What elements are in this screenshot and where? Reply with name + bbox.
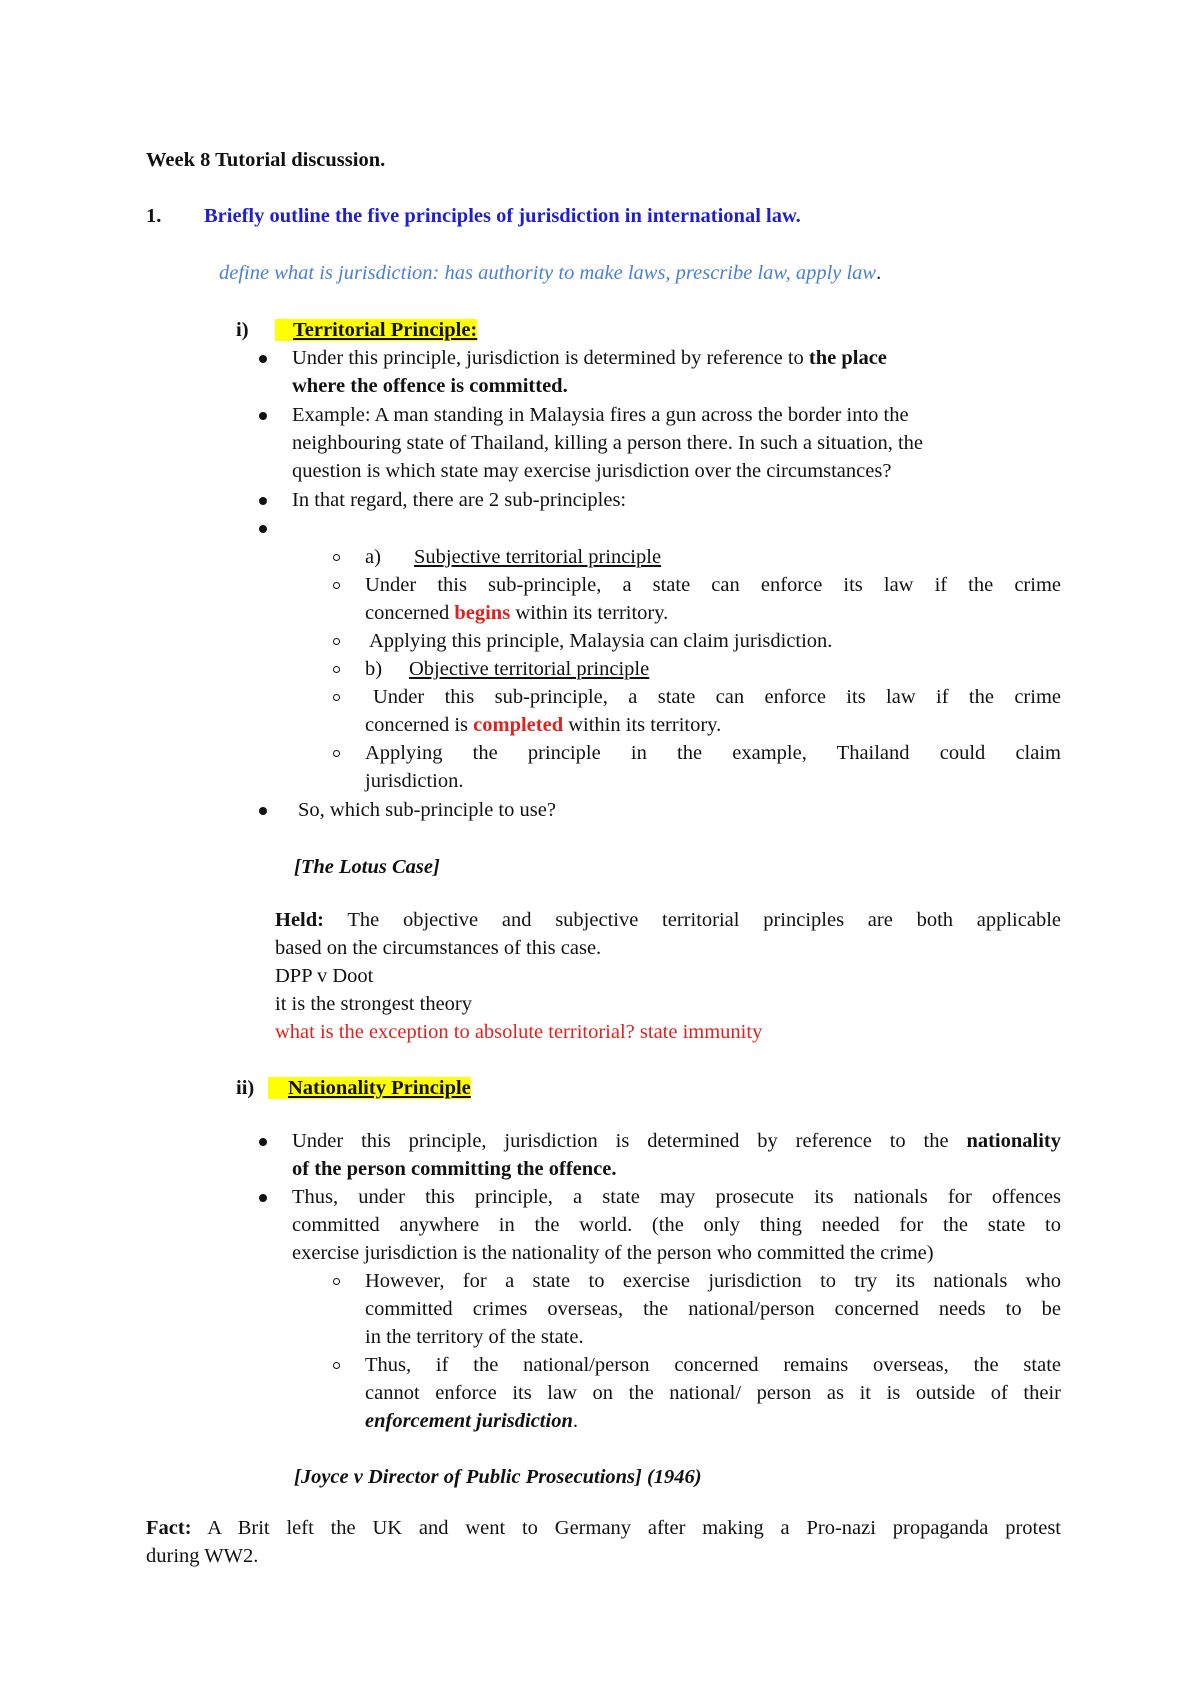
territorial-bullet-1-line-2: where the offence is committed. bbox=[292, 375, 568, 397]
held-line-2: based on the circumstances of this case. bbox=[275, 937, 602, 959]
strongest-theory: it is the strongest theory bbox=[275, 993, 473, 1015]
territorial-bullet-2-line-1: Example: A man standing in Malaysia fires a gun across the border into the bbox=[292, 404, 909, 426]
nationality-bullet-2-line-1: Thus, under this principle, a state may prosecute its nationals for offences bbox=[292, 1186, 1061, 1208]
nationality-sub-2-line-3 bbox=[365, 1408, 578, 1434]
nationality-heading bbox=[268, 1075, 471, 1101]
bullet-icon bbox=[259, 1138, 267, 1146]
held-line-1 bbox=[275, 907, 1061, 933]
sub-principle-b-apply-line-2: jurisdiction. bbox=[365, 770, 464, 792]
period: . bbox=[572, 1410, 578, 1432]
section-number-ii: ii) bbox=[236, 1077, 255, 1099]
sub-principle-a-line-2 bbox=[365, 600, 668, 626]
bullet-text: Under this principle, jurisdiction is determined by reference to the bbox=[292, 1130, 967, 1152]
fact-label: Fact: bbox=[146, 1517, 192, 1539]
sub-principle-b-apply-line-1: Applying the principle in the example, Thailand could claim bbox=[365, 742, 1061, 764]
sub-bullet-icon bbox=[333, 1278, 340, 1285]
held-label: Held: bbox=[275, 909, 324, 931]
bullet-emphasis: nationality bbox=[966, 1130, 1061, 1152]
sub-bullet-icon bbox=[333, 1362, 340, 1369]
sub-bullet-icon bbox=[333, 638, 340, 645]
sub-bullet-icon bbox=[333, 694, 340, 701]
bullet-icon bbox=[259, 807, 267, 815]
held-text: The objective and subjective territorial principles are both applicable bbox=[323, 909, 1061, 931]
fact-line-2: during WW2. bbox=[146, 1545, 259, 1567]
sub-principle-b-label: b) bbox=[365, 658, 383, 680]
joyce-case-citation: [Joyce v Director of Public Prosecutions] (1946) bbox=[294, 1466, 702, 1488]
bullet-emphasis: the place bbox=[808, 347, 887, 369]
nationality-bullet-1-line-1 bbox=[292, 1128, 1061, 1154]
nationality-sub-2-line-1: Thus, if the national/person concerned remains overseas, the state bbox=[365, 1354, 1061, 1376]
sub-principle-a-line-1: Under this sub-principle, a state can enforce its law if the crime bbox=[365, 574, 1061, 596]
sub-bullet-icon bbox=[333, 582, 340, 589]
text: concerned bbox=[365, 602, 455, 624]
bullet-text: Under this principle, jurisdiction is determined by reference to bbox=[292, 347, 809, 369]
document-title: Week 8 Tutorial discussion. bbox=[146, 149, 386, 171]
definition-period: . bbox=[876, 262, 882, 284]
territorial-heading bbox=[275, 317, 477, 343]
section-number-i: i) bbox=[236, 319, 249, 341]
nationality-sub-2-line-2: cannot enforce its law on the national/ person as it is outside of their bbox=[365, 1382, 1061, 1404]
fact-text: A Brit left the UK and went to Germany after making a Pro-nazi propaganda protest bbox=[191, 1517, 1061, 1539]
question-number: 1. bbox=[146, 205, 162, 227]
territorial-heading-text: Territorial Principle: bbox=[275, 319, 477, 341]
nationality-bullet-1-line-2: of the person committing the offence. bbox=[292, 1158, 617, 1180]
nationality-sub-1-line-3: in the territory of the state. bbox=[365, 1326, 584, 1348]
enforcement-jurisdiction-emphasis: enforcement jurisdiction bbox=[365, 1410, 573, 1432]
sub-bullet-icon bbox=[333, 750, 340, 757]
dpp-v-doot: DPP v Doot bbox=[275, 965, 374, 987]
nationality-bullet-2-line-3: exercise jurisdiction is the nationality of the person who committed the crime) bbox=[292, 1242, 934, 1264]
exception-note: what is the exception to absolute territorial? state immunity bbox=[275, 1021, 763, 1043]
begins-emphasis: begins bbox=[454, 602, 511, 624]
sub-principle-a-label: a) bbox=[365, 546, 381, 568]
completed-emphasis: completed bbox=[473, 714, 564, 736]
definition-text: define what is jurisdiction: has authority to make laws, prescribe law, apply law bbox=[219, 262, 877, 284]
sub-principle-a-title: Subjective territorial principle bbox=[414, 546, 662, 568]
nationality-bullet-2-line-2: committed anywhere in the world. (the only thing needed for the state to bbox=[292, 1214, 1061, 1236]
jurisdiction-definition-note bbox=[219, 260, 881, 286]
fact-line-1 bbox=[146, 1515, 1061, 1541]
sub-bullet-icon bbox=[333, 666, 340, 673]
sub-principle-a-apply: Applying this principle, Malaysia can claim jurisdiction. bbox=[369, 630, 833, 652]
territorial-bullet-2-line-3: question is which state may exercise jurisdiction over the circumstances? bbox=[292, 460, 892, 482]
bullet-icon bbox=[259, 525, 267, 533]
text: concerned is bbox=[365, 714, 474, 736]
lotus-case-citation: [The Lotus Case] bbox=[294, 856, 440, 878]
bullet-icon bbox=[259, 1194, 267, 1202]
nationality-sub-1-line-2: committed crimes overseas, the national/person concerned needs to be bbox=[365, 1298, 1061, 1320]
territorial-bullet-3: In that regard, there are 2 sub-principles: bbox=[292, 489, 627, 511]
bullet-icon bbox=[259, 355, 267, 363]
text: within its territory. bbox=[563, 714, 722, 736]
territorial-bullet-1-line-1 bbox=[292, 345, 887, 371]
text: within its territory. bbox=[510, 602, 669, 624]
territorial-bullet-2-line-2: neighbouring state of Thailand, killing a person there. In such a situation, the bbox=[292, 432, 923, 454]
sub-principle-b-title: Objective territorial principle bbox=[409, 658, 650, 680]
sub-bullet-icon bbox=[333, 554, 340, 561]
nationality-heading-text: Nationality Principle bbox=[268, 1077, 471, 1099]
nationality-sub-1-line-1: However, for a state to exercise jurisdiction to try its nationals who bbox=[365, 1270, 1061, 1292]
sub-principle-b-line-2 bbox=[365, 712, 721, 738]
sub-principle-b-line-1: Under this sub-principle, a state can enforce its law if the crime bbox=[373, 686, 1061, 708]
territorial-bullet-4: So, which sub-principle to use? bbox=[298, 799, 556, 821]
bullet-icon bbox=[259, 497, 267, 505]
bullet-icon bbox=[259, 412, 267, 420]
question-text: Briefly outline the five principles of jurisdiction in international law. bbox=[204, 205, 801, 227]
